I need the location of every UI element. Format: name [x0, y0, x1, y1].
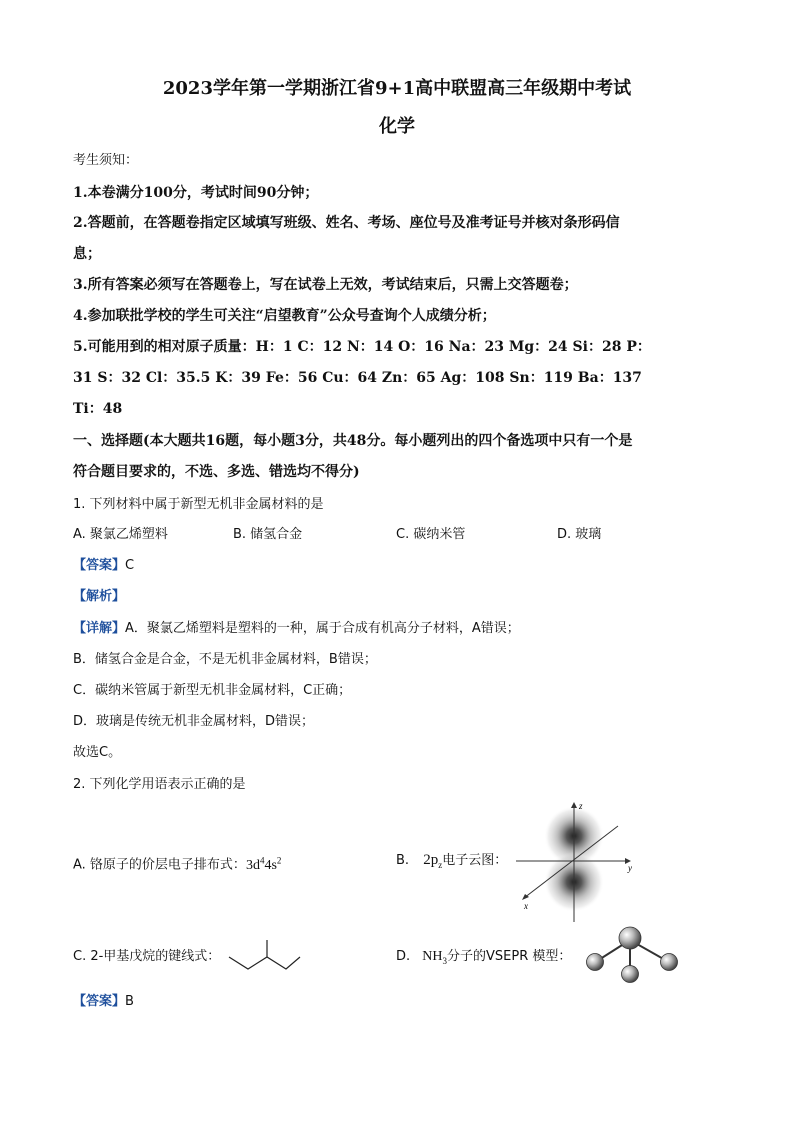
- q2-b-2p: 2p: [423, 852, 439, 868]
- q1-detail-line-1: [73, 620, 520, 638]
- q2-answer: B: [125, 994, 134, 1009]
- q1-answer-line: [73, 557, 134, 575]
- y-label: y: [628, 863, 632, 873]
- notice-item-4: 4.参加联批学校的学生可关注“启望教育”公众号查询个人成绩分析；: [73, 308, 496, 324]
- z-label: z: [579, 801, 583, 811]
- q2-option-d: [396, 948, 571, 970]
- q1-detail-1: A．聚氯乙烯塑料是塑料的一种，属于合成有机高分子材料，A错误；: [125, 621, 520, 636]
- q2-a-3d: 3d: [245, 857, 260, 873]
- main-chain: [229, 957, 300, 969]
- q2-d-prefix: D.: [396, 949, 411, 964]
- q2-d-formula: [422, 949, 447, 964]
- analysis-tag: 【解析】: [73, 589, 126, 604]
- q2-b-prefix: B.: [396, 853, 410, 868]
- q1-detail-4: D．玻璃是传统无机非金属材料，D错误；: [73, 714, 315, 729]
- notice-heading: 考生须知：: [73, 153, 139, 168]
- z-arrow: [571, 802, 577, 808]
- q2-d-nh: NH: [422, 949, 443, 964]
- pz-electron-cloud-figure: [510, 798, 645, 926]
- notice-item-5-cont: 31 S：32 Cl：35.5 K：39 Fe：56 Cu：64 Zn：65 Ag：108 Sn：119 Ba：137: [73, 370, 642, 386]
- q2-stem: 2. 下列化学用语表示正确的是: [73, 777, 246, 792]
- exam-title: 2023学年第一学期浙江省9+1高中联盟高三年级期中考试: [162, 78, 632, 99]
- 2-methylpentane-skeletal-formula: [226, 938, 304, 974]
- section-heading-line1: 一、选择题(本大题共16题，每小题3分，共48分。每小题列出的四个备选项中只有一个是: [73, 433, 633, 449]
- q2-option-a: [73, 851, 281, 875]
- q2-d-sub: 3: [442, 955, 448, 966]
- q2-a-text: A. 铬原子的价层电子排布式：: [73, 857, 246, 873]
- atom-left: [587, 954, 604, 971]
- q2-a-4s: 4s: [264, 857, 277, 873]
- q1-stem: 1. 下列材料中属于新型无机非金属材料的是: [73, 497, 324, 512]
- subject-title: 化学: [379, 116, 415, 137]
- notice-item-5-cont2: Ti：48: [73, 401, 123, 417]
- q2-b-sub: z: [438, 860, 443, 870]
- q2-answer-tag: 【答案】: [73, 994, 126, 1009]
- section-heading-line2: 符合题目要求的，不选、多选、错选均不得分): [73, 464, 360, 480]
- q2-d-suffix: 分子的VSEPR 模型：: [447, 949, 572, 964]
- x-label: x: [524, 901, 528, 911]
- notice-item-2-cont: 息；: [73, 246, 101, 262]
- q2-b-suffix: 电子云图：: [442, 853, 508, 868]
- q2-option-c: C. 2-甲基戊烷的键线式：: [73, 949, 221, 964]
- nh3-vsepr-model: [583, 924, 683, 986]
- q1-analysis-line: [73, 588, 125, 606]
- q2-a-sup2: 2: [276, 855, 282, 865]
- q1-detail-2: B．储氢合金是合金，不是无机非金属材料，B错误；: [73, 652, 377, 667]
- q1-detail-5: 故选C。: [73, 745, 122, 760]
- q1-option-c: C. 碳纳米管: [396, 527, 466, 542]
- q2-b-orbital: [423, 852, 442, 868]
- q1-option-d: D. 玻璃: [557, 527, 602, 542]
- atom-right: [661, 954, 678, 971]
- q1-option-a: A. 聚氯乙烯塑料: [73, 527, 168, 542]
- q1-detail-3: C．碳纳米管属于新型无机非金属材料，C正确；: [73, 683, 352, 698]
- notice-item-3: 3.所有答案必须写在答题卷上，写在试卷上无效，考试结束后，只需上交答题卷；: [73, 277, 578, 293]
- central-atom: [619, 927, 641, 949]
- notice-item-1: 1.本卷满分100分，考试时间90分钟；: [73, 185, 319, 201]
- q2-a-formula: [245, 855, 282, 873]
- q2-option-b: [396, 851, 507, 874]
- notice-item-2: 2.答题前，在答题卷指定区域填写班级、姓名、考场、座位号及准考证号并核对条形码信: [73, 215, 620, 231]
- q1-answer: C: [125, 558, 135, 573]
- detail-tag: 【详解】: [73, 621, 126, 636]
- notice-item-5: 5.可能用到的相对原子质量：H：1 C：12 N：14 O：16 Na：23 Mg：24 Si：28 P：: [73, 339, 651, 355]
- q1-option-b: B. 储氢合金: [233, 527, 303, 542]
- q2-answer-line: [73, 993, 134, 1011]
- answer-tag: 【答案】: [73, 558, 126, 573]
- q2-a-sup1: 4: [259, 855, 265, 865]
- atom-bottom: [622, 966, 639, 983]
